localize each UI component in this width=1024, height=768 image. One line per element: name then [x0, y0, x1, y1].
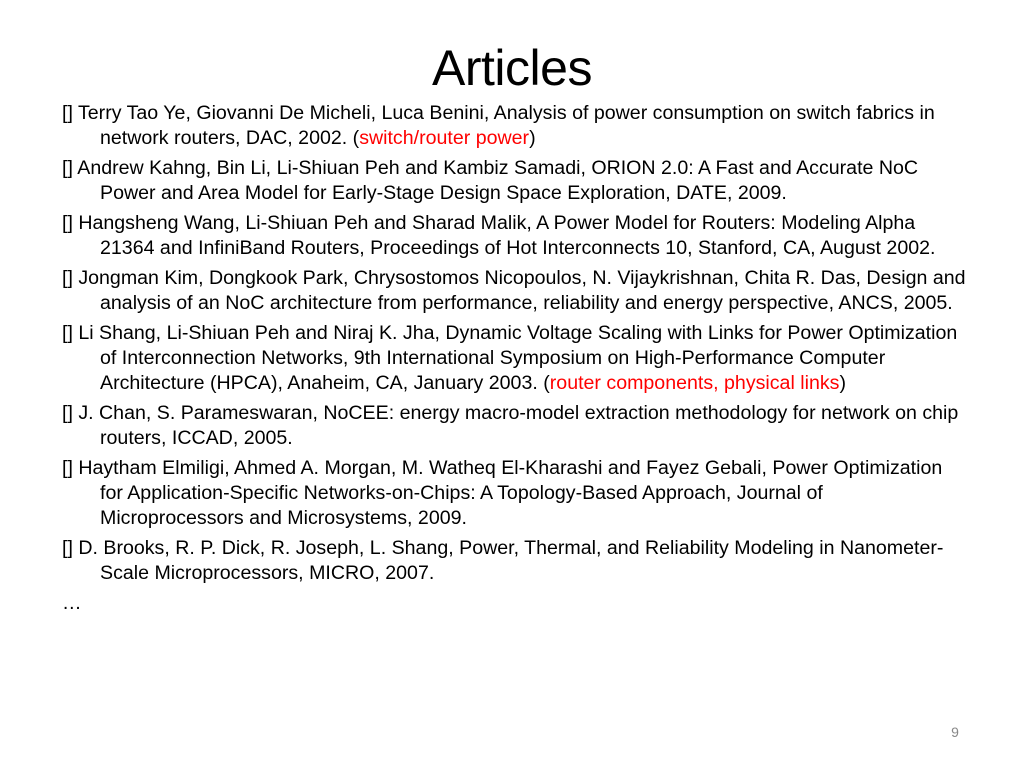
reference-item: [62, 211, 967, 261]
reference-item: [62, 536, 967, 586]
note-close-paren: ): [839, 372, 846, 394]
reference-text: [] Jongman Kim, Dongkook Park, Chrysostomos Nicopoulos, N. Vijaykrishnan, Chita R. Das, Design and analysis of an NoC architecture from performance, reliability and energy perspective, ANCS, 2005.: [62, 267, 966, 314]
reference-item: [62, 401, 967, 451]
reference-text: [] J. Chan, S. Parameswaran, NoCEE: energy macro-model extraction methodology for network on chip routers, ICCAD, 2005.: [62, 402, 959, 449]
reference-note: switch/router power: [359, 127, 530, 149]
reference-note: router components, physical links: [549, 372, 840, 394]
more-ellipsis: …: [62, 592, 82, 614]
reference-item: [62, 101, 967, 151]
reference-item: [62, 156, 967, 206]
reference-text: [] Andrew Kahng, Bin Li, Li-Shiuan Peh and Kambiz Samadi, ORION 2.0: A Fast and Accurate NoC Power and Area Model for Early-Stage Design Space Exploration, DATE, 2009.: [62, 157, 919, 204]
slide-title: Articles: [432, 40, 592, 96]
note-close-paren: ): [529, 127, 536, 149]
reference-list: [62, 101, 967, 616]
note-open-paren: (: [543, 372, 550, 394]
reference-item: [62, 456, 967, 531]
reference-text: [] Hangsheng Wang, Li-Shiuan Peh and Sharad Malik, A Power Model for Routers: Modeling Alpha 21364 and InfiniBand Routers, Proceedings of Hot Interconnects 10, Stanford, CA, August 2002.: [62, 212, 936, 259]
reference-item: [62, 321, 967, 396]
page-number: 9: [951, 724, 959, 740]
reference-text: [] Haytham Elmiligi, Ahmed A. Morgan, M. Watheq El-Kharashi and Fayez Gebali, Power Optimization for Application-Specific Networks-on-Chips: A Topology-Based Approach, Journal of Microprocessors and Microsystems, 2009.: [62, 457, 943, 529]
reference-item: [62, 266, 967, 316]
reference-text: [] D. Brooks, R. P. Dick, R. Joseph, L. Shang, Power, Thermal, and Reliability Modeling in Nanometer-Scale Microprocessors, MICRO, 2007.: [62, 537, 944, 584]
reference-text: [] Terry Tao Ye, Giovanni De Micheli, Luca Benini, Analysis of power consumption on switch fabrics in network routers, DAC, 2002.: [62, 102, 935, 149]
reference-text: [] Li Shang, Li-Shiuan Peh and Niraj K. Jha, Dynamic Voltage Scaling with Links for Power Optimization of Interconnection Networks, 9th International Symposium on High-Performance Computer Architecture (HPCA), Anaheim, CA, January 2003.: [62, 322, 958, 394]
note-open-paren: (: [352, 127, 360, 149]
